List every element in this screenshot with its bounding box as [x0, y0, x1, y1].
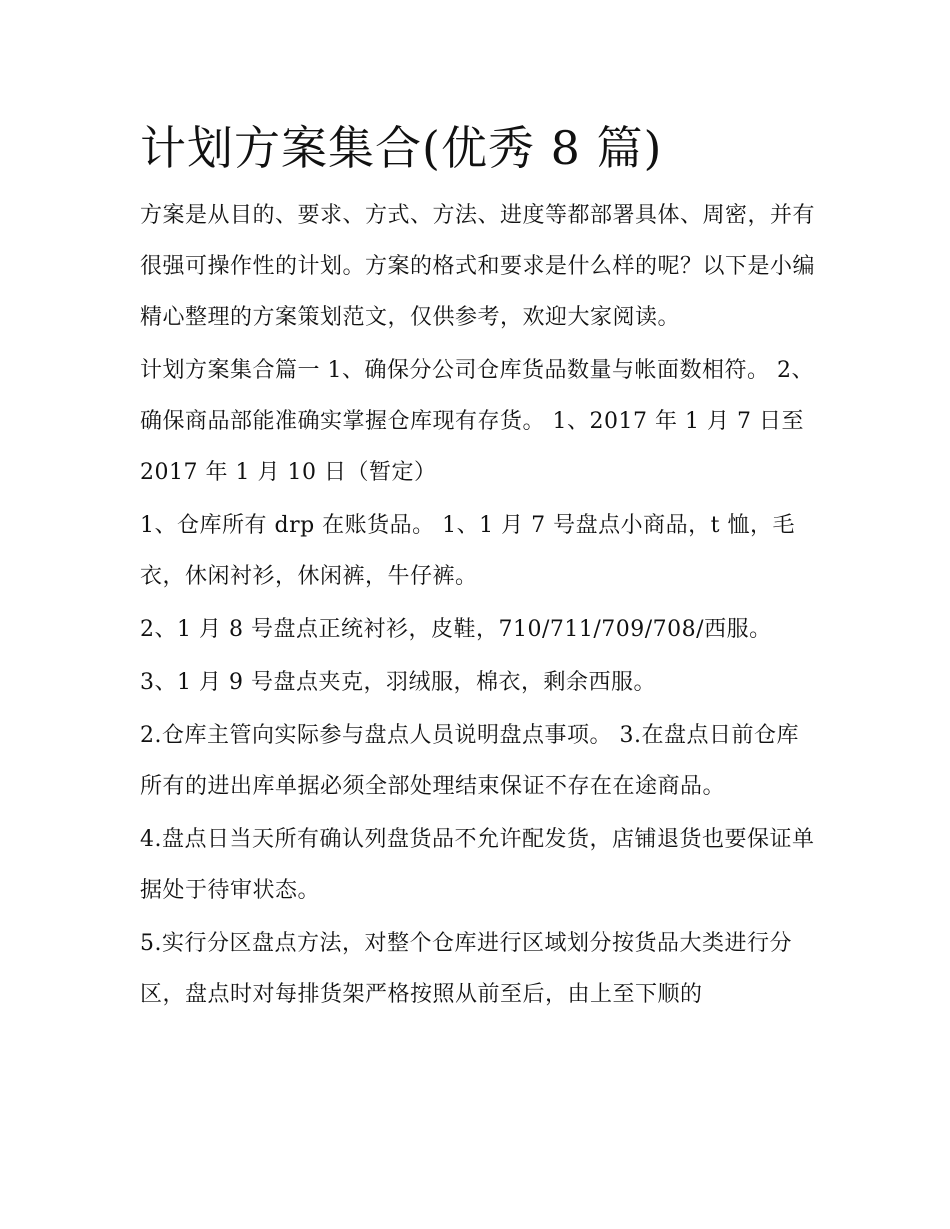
paragraph-intro: 方案是从目的、要求、方式、方法、进度等都部署具体、周密，并有很强可操作性的计划。方案的格式和要求是什么样的呢？以下是小编精心整理的方案策划范文，仅供参考，欢迎大家阅读。 [140, 203, 816, 330]
paragraph-step-5: 5.实行分区盘点方法，对整个仓库进行区域划分按货品大类进行分区，盘点时对每排货架严格按照从前至后，由上至下顺的 [140, 931, 792, 1007]
paragraph-item-2: 2、1 月 8 号盘点正统衬衫，皮鞋，710/711/709/708/西服。 [140, 617, 772, 642]
document-title: 计划方案集合(优秀 8 篇) [140, 121, 663, 175]
document-body [140, 116, 820, 1022]
paragraph-part-one: 计划方案集合篇一 1、确保分公司仓库货品数量与帐面数相符。 2、确保商品部能准确实掌握仓库现有存货。 1、2017 年 1 月 7 日至 2017 年 1 月 10 日（暂定） [140, 358, 814, 485]
paragraph-step-4: 4.盘点日当天所有确认列盘货品不允许配发货，店铺退货也要保证单据处于待审状态。 [140, 827, 815, 903]
paragraph-step-2-3: 2.仓库主管向实际参与盘点人员说明盘点事项。 3.在盘点日前仓库所有的进出库单据必须全部处理结束保证不存在在途商品。 [140, 723, 799, 799]
paragraph-item-1: 1、仓库所有 drp 在账货品。 1、1 月 7 号盘点小商品，t 恤，毛衣，休闲衬衫，休闲裤，牛仔裤。 [140, 513, 795, 589]
paragraph-item-3: 3、1 月 9 号盘点夹克，羽绒服，棉衣，剩余西服。 [140, 670, 656, 695]
